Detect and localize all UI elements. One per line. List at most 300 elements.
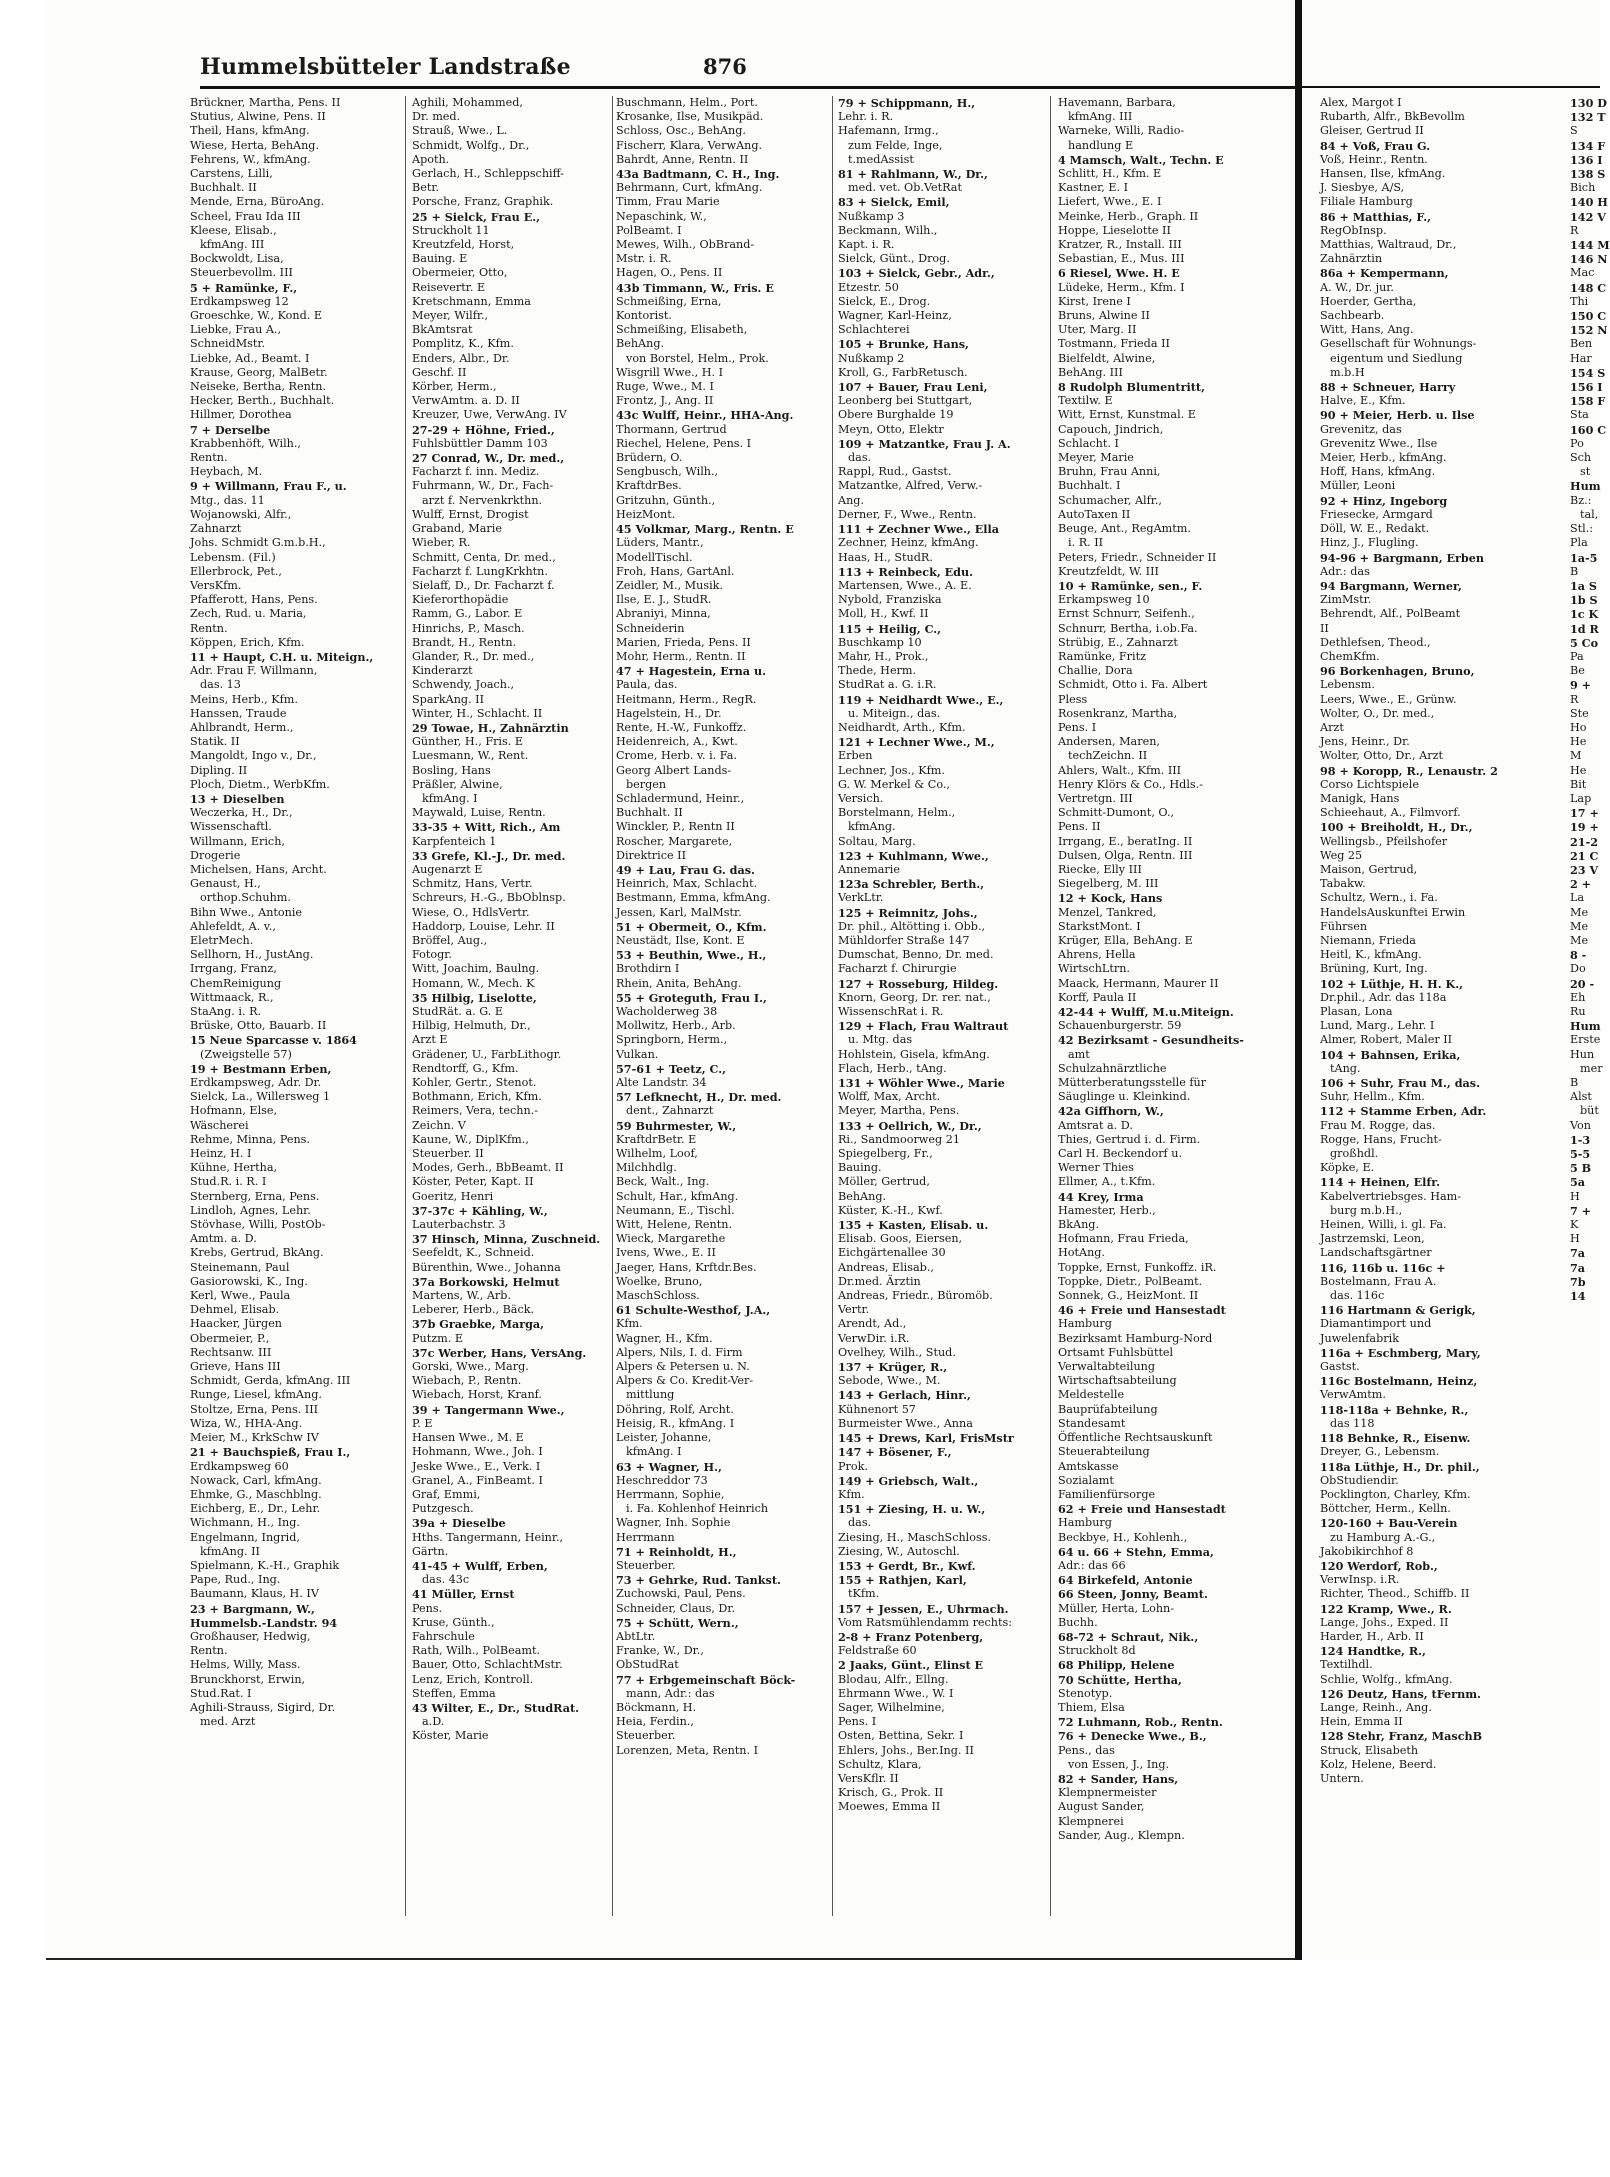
directory-entry-line: VerwInsp. i.R.	[1320, 1573, 1400, 1587]
directory-entry-line: Zeichn. V	[412, 1118, 466, 1132]
directory-entry-line: 1b S	[1570, 593, 1598, 608]
directory-entry-line: Bostelmann, Frau A.	[1320, 1274, 1437, 1288]
directory-entry-line: Gerlach, H., Schleppschiff-	[412, 167, 564, 181]
directory-entry-line: Ahlers, Walt., Kfm. III	[1058, 763, 1182, 777]
page-margin-left	[0, 0, 46, 1960]
directory-entry-line: Corso Lichtspiele	[1320, 777, 1419, 791]
directory-entry-line: 66 Steen, Jonny, Beamt.	[1058, 1587, 1208, 1602]
directory-entry-line: Gleiser, Gertrud II	[1320, 124, 1424, 138]
directory-entry-line: Voß, Heinr., Rentn.	[1320, 152, 1428, 166]
directory-entry-line: Alpers & Petersen u. N.	[616, 1360, 750, 1374]
directory-entry-line: kfmAng. I	[626, 1445, 682, 1459]
directory-entry-line: Steuerbevollm. III	[190, 266, 293, 280]
directory-entry-line: Ehlers, Johs., Ber.Ing. II	[838, 1743, 974, 1757]
directory-entry-line: Hum	[1570, 479, 1601, 494]
directory-entry-line: Nepaschink, W.,	[616, 209, 707, 223]
directory-entry-line: 107 + Bauer, Frau Leni,	[838, 380, 988, 395]
directory-column-4	[838, 96, 1046, 1946]
directory-entry-line: Rehme, Minna, Pens.	[190, 1132, 310, 1146]
directory-entry-line: 62 + Freie und Hansestadt	[1058, 1502, 1226, 1517]
directory-entry-line: 160 C	[1570, 422, 1607, 437]
directory-entry-line: AutoTaxen II	[1058, 507, 1131, 521]
directory-entry-line: 5 B	[1570, 1161, 1592, 1176]
directory-entry-line: Hummelsb.-Landstr. 94	[190, 1615, 338, 1630]
directory-entry-line: 154 S	[1570, 365, 1606, 380]
directory-entry-line: Kreutzfeld, Horst,	[412, 238, 515, 252]
directory-entry-line: M	[1570, 749, 1582, 763]
directory-entry-line: Ho	[1570, 720, 1587, 734]
directory-entry-line: Mollwitz, Herb., Arb.	[616, 1019, 736, 1033]
directory-entry-line: Leers, Wwe., E., Grünw.	[1320, 692, 1457, 706]
directory-entry-line: Grieve, Hans III	[190, 1360, 281, 1374]
directory-entry-line: Michelsen, Hans, Archt.	[190, 862, 327, 876]
directory-entry-line: Möller, Gertrud,	[838, 1175, 930, 1189]
directory-entry-line: 126 Deutz, Hans, tFernm.	[1320, 1686, 1481, 1701]
directory-entry-line: Liefert, Wwe., E. I	[1058, 195, 1162, 209]
directory-entry-line: 136 I	[1570, 152, 1603, 167]
directory-entry-line: Köpke, E.	[1320, 1161, 1375, 1175]
directory-entry-line: Zahnärztin	[1320, 252, 1383, 266]
directory-entry-line: 57 Lefknecht, H., Dr. med.	[616, 1090, 782, 1105]
directory-entry-line: Thies, Gertrud i. d. Firm.	[1058, 1132, 1201, 1146]
directory-entry-line: Herrmann, Sophie,	[616, 1487, 725, 1501]
directory-entry-line: Pfafferott, Hans, Pens.	[190, 593, 318, 607]
directory-entry-line: Erdkampsweg, Adr. Dr.	[190, 1076, 322, 1090]
directory-entry-line: Dehmel, Elisab.	[190, 1303, 280, 1317]
directory-entry-line: 57-61 + Teetz, C.,	[616, 1061, 727, 1076]
directory-entry-line: Döll, W. E., Redakt.	[1320, 522, 1430, 536]
directory-entry-line: 9 + Willmann, Frau F., u.	[190, 479, 347, 494]
column-divider	[1050, 96, 1051, 1916]
directory-entry-line: Carstens, Lilli,	[190, 167, 273, 181]
directory-entry-line: Wiese, O., HdlsVertr.	[412, 905, 530, 919]
directory-entry-line: 42a Giffhorn, W.,	[1058, 1104, 1164, 1119]
directory-entry-line: 61 Schulte-Westhof, J.A.,	[616, 1303, 771, 1318]
directory-entry-line: Wagner, Karl-Heinz,	[838, 309, 952, 323]
directory-entry-line: Schauenburgerstr. 59	[1058, 1019, 1182, 1033]
directory-entry-line: Brückner, Martha, Pens. II	[190, 96, 341, 109]
directory-entry-line: Moll, H., Kwf. II	[838, 607, 929, 621]
directory-entry-line: kfmAng. III	[1068, 110, 1133, 124]
directory-entry-line: tAng.	[1330, 1061, 1361, 1075]
directory-entry-line: Stl.:	[1570, 522, 1594, 536]
directory-entry-line: MaschSchloss.	[616, 1289, 700, 1303]
directory-entry-line: 105 + Brunke, Hans,	[838, 337, 969, 352]
directory-entry-line: Geschf. II	[412, 365, 467, 379]
directory-entry-line: Bz.:	[1570, 493, 1592, 507]
directory-entry-line: Winter, H., Schlacht. II	[412, 706, 543, 720]
directory-entry-line: II	[1320, 621, 1329, 635]
directory-entry-line: SchneidMstr.	[190, 337, 266, 351]
directory-entry-line: 27 Conrad, W., Dr. med.,	[412, 451, 565, 466]
directory-entry-line: Eh	[1570, 990, 1586, 1004]
directory-entry-line: Neumann, E., Tischl.	[616, 1203, 735, 1217]
directory-entry-line: 113 + Reinbeck, Edu.	[838, 564, 973, 579]
directory-entry-line: 27-29 + Höhne, Fried.,	[412, 422, 555, 437]
directory-entry-line: Knorn, Georg, Dr. rer. nat.,	[838, 990, 991, 1004]
directory-entry-line: ObStudRat	[616, 1658, 679, 1672]
directory-entry-line: Adr.: das 66	[1058, 1558, 1126, 1572]
directory-entry-line: Winckler, P., Rentn II	[616, 820, 735, 834]
directory-entry-line: 55 + Groteguth, Frau I.,	[616, 990, 767, 1005]
directory-entry-line: Lebensm.	[1320, 678, 1375, 692]
directory-entry-line: Kaune, W., DiplKfm.,	[412, 1132, 529, 1146]
directory-entry-line: Prok.	[838, 1459, 868, 1473]
directory-entry-line: Schneider, Claus, Dr.	[616, 1601, 736, 1615]
directory-entry-line: Witt, Ernst, Kunstmal. E	[1058, 408, 1196, 422]
directory-entry-line: Arzt	[1320, 720, 1344, 734]
directory-entry-line: u. Miteign., das.	[848, 706, 941, 720]
directory-entry-line: Hofmann, Frau Frieda,	[1058, 1232, 1189, 1246]
directory-entry-line: 119 + Neidhardt Wwe., E.,	[838, 692, 1004, 707]
directory-entry-line: Obere Burghalde 19	[838, 408, 954, 422]
directory-entry-line: Heinz, H. I	[190, 1147, 252, 1161]
directory-entry-line: BkAng.	[1058, 1218, 1100, 1232]
directory-entry-line: Runge, Liesel, kfmAng.	[190, 1388, 322, 1402]
directory-entry-line: 2 Jaaks, Günt., Elinst E	[838, 1658, 984, 1673]
directory-entry-line: Woelke, Bruno,	[616, 1274, 703, 1288]
directory-entry-line: Putzgesch.	[412, 1502, 474, 1516]
directory-entry-line: BkAmtsrat	[412, 323, 473, 337]
directory-entry-line: 98 + Koropp, R., Lenaustr. 2	[1320, 763, 1498, 778]
directory-entry-line: Ahlefeldt, A. v.,	[190, 919, 276, 933]
directory-entry-line: Strauß, Wwe., L.	[412, 124, 508, 138]
directory-entry-line: Seefeldt, K., Schneid.	[412, 1246, 535, 1260]
directory-entry-line: Henry Klörs & Co., Hdls.-	[1058, 777, 1203, 791]
directory-entry-line: Eichgärtenallee 30	[838, 1246, 946, 1260]
directory-entry-line: Dipling. II	[190, 763, 248, 777]
directory-entry-line: 1d R	[1570, 621, 1599, 636]
directory-entry-line: Bauing. E	[412, 252, 468, 266]
directory-entry-line: August Sander,	[1058, 1800, 1145, 1814]
directory-entry-line: 6 Riesel, Wwe. H. E	[1058, 266, 1180, 281]
directory-entry-line: Meyn, Otto, Elektr	[838, 422, 944, 436]
directory-entry-line: Heitmann, Herm., RegR.	[616, 692, 757, 706]
directory-entry-line: Müller, Herta, Lohn-	[1058, 1601, 1175, 1615]
directory-entry-line: 5-5	[1570, 1147, 1591, 1162]
directory-entry-line: 37b Graebke, Marga,	[412, 1317, 545, 1332]
directory-entry-line: 147 + Bösener, F.,	[838, 1445, 952, 1460]
directory-entry-line: StudRät. a. G. E	[412, 1005, 504, 1018]
directory-entry-line: Fahrschule	[412, 1629, 475, 1643]
directory-entry-line: Pens., das	[1058, 1743, 1115, 1757]
directory-entry-line: Goeritz, Henri	[412, 1189, 494, 1203]
directory-entry-line: Säuglinge u. Kleinkind.	[1058, 1090, 1191, 1104]
directory-entry-line: Wisgrill Wwe., H. I	[616, 365, 724, 379]
directory-entry-line: 86 + Matthias, F.,	[1320, 209, 1432, 224]
directory-entry-line: Jastrzemski, Leon,	[1320, 1232, 1425, 1246]
directory-entry-line: 79 + Schippmann, H.,	[838, 96, 976, 110]
directory-entry-line: Wellingsb., Pfeilshofer	[1320, 834, 1448, 848]
directory-entry-line: Hecker, Berth., Buchhalt.	[190, 394, 335, 408]
directory-entry-line: Meyer, Martha, Pens.	[838, 1104, 960, 1118]
directory-entry-line: Sengbusch, Wilh.,	[616, 465, 719, 479]
directory-entry-line: Eichberg, E., Dr., Lehr.	[190, 1502, 321, 1516]
directory-entry-line: Erkampsweg 10	[1058, 593, 1150, 607]
directory-entry-line: Kastner, E. I	[1058, 181, 1129, 195]
directory-entry-line: Hamester, Herb.,	[1058, 1203, 1156, 1217]
directory-entry-line: H	[1570, 1189, 1580, 1203]
directory-entry-line: Hanssen, Traude	[190, 706, 287, 720]
directory-entry-line: Wagner, Inh. Sophie	[616, 1516, 731, 1530]
directory-entry-line: 43c Wulff, Heinr., HHA-Ang.	[616, 408, 794, 423]
directory-entry-line: Klempnermeister	[1058, 1786, 1157, 1800]
directory-entry-line: Dr. med.	[412, 110, 461, 124]
directory-entry-line: Schmidt, Gerda, kfmAng. III	[190, 1374, 351, 1388]
directory-entry-line: H	[1570, 1232, 1580, 1246]
directory-entry-line: Köster, Marie	[412, 1729, 489, 1743]
directory-entry-line: Rappl, Rud., Gastst.	[838, 465, 952, 479]
directory-entry-line: 21-2	[1570, 834, 1598, 849]
directory-entry-line: 47 + Hagestein, Erna u.	[616, 664, 766, 679]
directory-entry-line: 124 Handtke, R.,	[1320, 1644, 1426, 1659]
directory-entry-line: Glander, R., Dr. med.,	[412, 649, 535, 663]
directory-entry-line: 41-45 + Wulff, Erben,	[412, 1558, 548, 1573]
directory-entry-line: Ovelhey, Wilh., Stud.	[838, 1345, 956, 1359]
directory-entry-line: dent., Zahnarzt	[626, 1104, 714, 1118]
directory-entry-line: Amtm. a. D.	[190, 1232, 257, 1246]
directory-entry-line: Gastst.	[1320, 1360, 1360, 1374]
directory-entry-line: Bahrdt, Anne, Rentn. II	[616, 152, 749, 166]
directory-entry-line: Rendtorff, G., Kfm.	[412, 1061, 519, 1075]
directory-entry-line: 71 + Reinholdt, H.,	[616, 1544, 737, 1559]
directory-entry-line: Hansen, Ilse, kfmAng.	[1320, 167, 1446, 181]
directory-entry-line: Beckbye, H., Kohlenh.,	[1058, 1530, 1188, 1544]
directory-entry-line: P. E	[412, 1416, 433, 1430]
directory-entry-line: Statik. II	[190, 735, 240, 749]
directory-entry-line: Ivens, Wwe., E. II	[616, 1246, 716, 1260]
directory-entry-line: Baumann, Klaus, H. IV	[190, 1587, 319, 1601]
directory-entry-line: Abraniyi, Minna,	[616, 607, 711, 621]
directory-entry-line: EletrMech.	[190, 933, 254, 947]
directory-entry-line: Kirst, Irene I	[1058, 294, 1131, 308]
directory-entry-line: Erdkampsweg 12	[190, 294, 289, 308]
directory-entry-line: Kfm.	[838, 1487, 865, 1501]
directory-entry-line: 83 + Sielck, Emil,	[838, 195, 950, 210]
directory-entry-line: Borstelmann, Helm.,	[838, 806, 956, 820]
directory-entry-line: Pape, Rud., Ing.	[190, 1573, 281, 1587]
directory-entry-line: Steuerber.	[616, 1729, 676, 1743]
directory-entry-line: Schmeißing, Elisabeth,	[616, 323, 748, 337]
directory-entry-line: Wieck, Margarethe	[616, 1232, 726, 1246]
directory-entry-line: Challie, Dora	[1058, 664, 1133, 678]
directory-entry-line: Erben	[838, 749, 873, 763]
directory-entry-line: Leberer, Herb., Bäck.	[412, 1303, 535, 1317]
directory-entry-line: Hoppe, Lieselotte II	[1058, 223, 1171, 237]
directory-entry-line: A. W., Dr. jur.	[1320, 280, 1394, 294]
directory-entry-line: Leister, Johanne,	[616, 1431, 712, 1445]
directory-entry-line: Wacholderweg 38	[616, 1005, 718, 1018]
directory-entry-line: Ramm, G., Labor. E	[412, 607, 523, 621]
directory-entry-line: VerwDir. i.R.	[838, 1331, 910, 1345]
directory-entry-line: 68-72 + Schraut, Nik.,	[1058, 1629, 1199, 1644]
directory-entry-line: Nybold, Franziska	[838, 593, 942, 607]
directory-entry-line: Schmitt, Centa, Dr. med.,	[412, 550, 556, 564]
directory-entry-line: 42 Bezirksamt - Gesundheits-	[1058, 1033, 1244, 1048]
directory-entry-line: Heinrich, Max, Schlacht.	[616, 877, 758, 891]
directory-entry-line: 7b	[1570, 1274, 1586, 1289]
directory-entry-line: Hilbig, Helmuth, Dr.,	[412, 1019, 531, 1033]
directory-entry-line: 111 + Zechner Wwe., Ella	[838, 522, 1000, 537]
directory-entry-line: Etzestr. 50	[838, 280, 899, 294]
directory-entry-line: 127 + Rosseburg, Hildeg.	[838, 976, 999, 991]
directory-entry-line: Lenz, Erich, Kontroll.	[412, 1672, 534, 1686]
directory-entry-line: Sternberg, Erna, Pens.	[190, 1189, 320, 1203]
directory-entry-line: Führsen	[1320, 919, 1368, 933]
directory-entry-line: Böttcher, Herm., Kelln.	[1320, 1502, 1451, 1516]
directory-entry-line: VerkLtr.	[838, 891, 884, 905]
directory-entry-line: Amtskasse	[1058, 1459, 1119, 1473]
directory-entry-line: 158 F	[1570, 394, 1606, 409]
directory-entry-line: Sch	[1570, 451, 1592, 465]
directory-entry-line: 64 Birkefeld, Antonie	[1058, 1573, 1193, 1588]
street-title: Hummelsbütteler Landstraße	[200, 54, 571, 80]
directory-entry-line: Ang.	[838, 493, 865, 507]
directory-entry-line: Alpers, Nils, I. d. Firm	[616, 1345, 743, 1359]
directory-entry-line: Nußkamp 2	[838, 351, 905, 365]
directory-entry-line: Friesecke, Armgard	[1320, 507, 1433, 521]
directory-entry-line: Schieehaut, A., Filmvorf.	[1320, 806, 1461, 820]
directory-entry-line: HotAng.	[1058, 1246, 1105, 1260]
directory-entry-line: BehAng.	[616, 337, 665, 351]
directory-entry-line: Sielck, La., Willersweg 1	[190, 1090, 331, 1104]
directory-entry-line: arzt f. Nervenkrkthn.	[422, 493, 543, 507]
directory-entry-line: Wojanowski, Alfr.,	[190, 507, 292, 521]
directory-entry-line: Kapt. i. R.	[838, 238, 895, 252]
directory-entry-line: Buchhalt. I	[1058, 479, 1121, 493]
directory-entry-line: 146 N	[1570, 252, 1608, 267]
directory-entry-line: Ahlbrandt, Herm.,	[190, 720, 294, 734]
directory-entry-line: Mtg., das. 11	[190, 493, 265, 507]
directory-entry-line: Untern.	[1320, 1771, 1364, 1785]
directory-entry-line: Peters, Friedr., Schneider II	[1058, 550, 1217, 564]
directory-entry-line: Fotogr.	[412, 948, 452, 962]
directory-entry-line: Schwendy, Joach.,	[412, 678, 515, 692]
directory-entry-line: Stud.R. i. R. I	[190, 1175, 267, 1189]
directory-entry-line: Andersen, Maren,	[1058, 735, 1160, 749]
directory-entry-line: PolBeamt. I	[616, 223, 682, 237]
directory-entry-line: Willmann, Erich,	[190, 834, 285, 848]
directory-entry-line: Rente, H.-W., Funkoffz.	[616, 720, 747, 734]
directory-entry-line: Bosling, Hans	[412, 763, 491, 777]
directory-entry-line: 41 Müller, Ernst	[412, 1587, 515, 1602]
page-bottom-edge	[46, 1958, 1295, 1960]
directory-entry-line: ChemKfm.	[1320, 649, 1380, 663]
directory-entry-line: 135 + Kasten, Elisab. u.	[838, 1218, 989, 1233]
directory-entry-line: Reisevertr. E	[412, 280, 486, 294]
directory-entry-line: 132 T	[1570, 110, 1606, 125]
directory-entry-line: Kabelvertriebsges. Ham-	[1320, 1189, 1462, 1203]
directory-entry-line: Po	[1570, 436, 1584, 450]
directory-entry-line: 59 Buhrmester, W.,	[616, 1118, 737, 1133]
directory-entry-line: 19 + Bestmann Erben,	[190, 1061, 332, 1076]
directory-entry-line: Manigk, Hans	[1320, 791, 1400, 805]
directory-entry-line: Sielck, E., Drog.	[838, 294, 931, 308]
directory-entry-line: Timm, Frau Marie	[616, 195, 720, 209]
directory-entry-line: 140 H	[1570, 195, 1608, 210]
directory-entry-line: 152 N	[1570, 323, 1608, 338]
directory-entry-line: 129 + Flach, Frau Waltraut	[838, 1019, 1009, 1034]
directory-entry-line: Dr. phil., Altötting i. Obb.,	[838, 919, 986, 933]
directory-entry-line: Feldstraße 60	[838, 1644, 917, 1658]
directory-entry-line: Ilse, E. J., StudR.	[616, 593, 712, 607]
directory-entry-line: Irrgang, Franz,	[190, 962, 277, 976]
directory-entry-line: Mohr, Herm., Rentn. II	[616, 649, 746, 663]
directory-entry-line: Neiseke, Bertha, Rentn.	[190, 380, 327, 394]
directory-entry-line: Aghili, Mohammed,	[412, 96, 523, 109]
directory-entry-line: 7a	[1570, 1246, 1586, 1261]
directory-entry-line: Bothmann, Erich, Kfm.	[412, 1090, 542, 1104]
directory-entry-line: 94-96 + Bargmann, Erben	[1320, 550, 1485, 565]
directory-entry-line: 20 -	[1570, 976, 1595, 991]
directory-entry-line: Mewes, Wilh., ObBrand-	[616, 238, 755, 252]
directory-entry-line: 137 + Krüger, R.,	[838, 1360, 948, 1375]
directory-entry-line: Pens.	[412, 1601, 443, 1615]
directory-entry-line: S	[1570, 124, 1578, 138]
directory-entry-line: 68 Philipp, Helene	[1058, 1658, 1175, 1673]
directory-entry-line: Sozialamt	[1058, 1473, 1114, 1487]
directory-entry-line: La	[1570, 891, 1585, 905]
directory-entry-line: Wiza, W., HHA-Ang.	[190, 1416, 303, 1430]
directory-entry-line: Pens. I	[1058, 720, 1097, 734]
directory-entry-line: R	[1570, 223, 1579, 237]
directory-entry-line: Rentn.	[190, 451, 228, 465]
directory-entry-line: BehAng.	[838, 1189, 887, 1203]
directory-entry-line: Mangoldt, Ingo v., Dr.,	[190, 749, 317, 763]
directory-entry-line: kfmAng. I	[422, 791, 478, 805]
directory-entry-line: 116c Bostelmann, Heinz,	[1320, 1374, 1478, 1389]
directory-entry-line: mittlung	[626, 1388, 675, 1402]
directory-entry-line: 7 + Derselbe	[190, 422, 271, 437]
directory-entry-line: Heschreddor 73	[616, 1473, 708, 1487]
directory-entry-line: Lüdeke, Herm., Kfm. I	[1058, 280, 1185, 294]
directory-entry-line: kfmAng. III	[200, 238, 265, 252]
directory-entry-line: Drogerie	[190, 848, 241, 862]
page-header	[200, 54, 1265, 84]
directory-entry-line: Franke, W., Dr.,	[616, 1644, 704, 1658]
directory-entry-line: Stövhase, Willi, PostOb-	[190, 1218, 326, 1232]
directory-entry-line: Von	[1570, 1118, 1591, 1132]
directory-entry-line: Bihn Wwe., Antonie	[190, 905, 303, 919]
directory-entry-line: B	[1570, 1076, 1579, 1090]
directory-entry-line: Lund, Marg., Lehr. I	[1320, 1019, 1435, 1033]
directory-entry-line: Sander, Aug., Klempn.	[1058, 1828, 1185, 1842]
directory-entry-line: 64 u. 66 + Stehn, Emma,	[1058, 1544, 1214, 1559]
directory-entry-line: ZimMstr.	[1320, 593, 1372, 607]
directory-entry-line: Schlitt, H., Kfm. E	[1058, 167, 1162, 181]
directory-entry-line: Erdkampsweg 60	[190, 1459, 289, 1473]
directory-entry-line: 134 F	[1570, 138, 1606, 153]
directory-entry-line: Jaeger, Hans, Krftdr.Bes.	[616, 1260, 757, 1274]
directory-entry-line: Thede, Herm.	[838, 664, 917, 678]
directory-entry-line: Wichmann, H., Ing.	[190, 1516, 300, 1530]
directory-entry-line: Alpers & Co. Kredit-Ver-	[616, 1374, 754, 1388]
directory-entry-line: Neidhardt, Arth., Kfm.	[838, 720, 966, 734]
directory-entry-line: Strübig, E., Zahnarzt	[1058, 635, 1178, 649]
directory-entry-line: Johs. Schmidt G.m.b.H.,	[190, 536, 326, 550]
directory-entry-line: 5 Co	[1570, 635, 1599, 650]
directory-entry-line: 8 Rudolph Blumentritt,	[1058, 380, 1205, 395]
directory-entry-line: Schmeißing, Erna,	[616, 294, 722, 308]
directory-entry-line: Struckholt 11	[412, 223, 490, 237]
directory-entry-line: Derner, F., Wwe., Rentn.	[838, 507, 977, 521]
directory-entry-line: 1-3	[1570, 1132, 1591, 1147]
directory-entry-line: Ellerbrock, Pet.,	[190, 564, 282, 578]
directory-entry-line: Lechner, Jos., Kfm.	[838, 763, 945, 777]
directory-entry-line: Matthias, Waltraud, Dr.,	[1320, 238, 1457, 252]
directory-entry-line: Liebke, Frau A.,	[190, 323, 282, 337]
directory-entry-line: 2-8 + Franz Potenberg,	[838, 1629, 984, 1644]
